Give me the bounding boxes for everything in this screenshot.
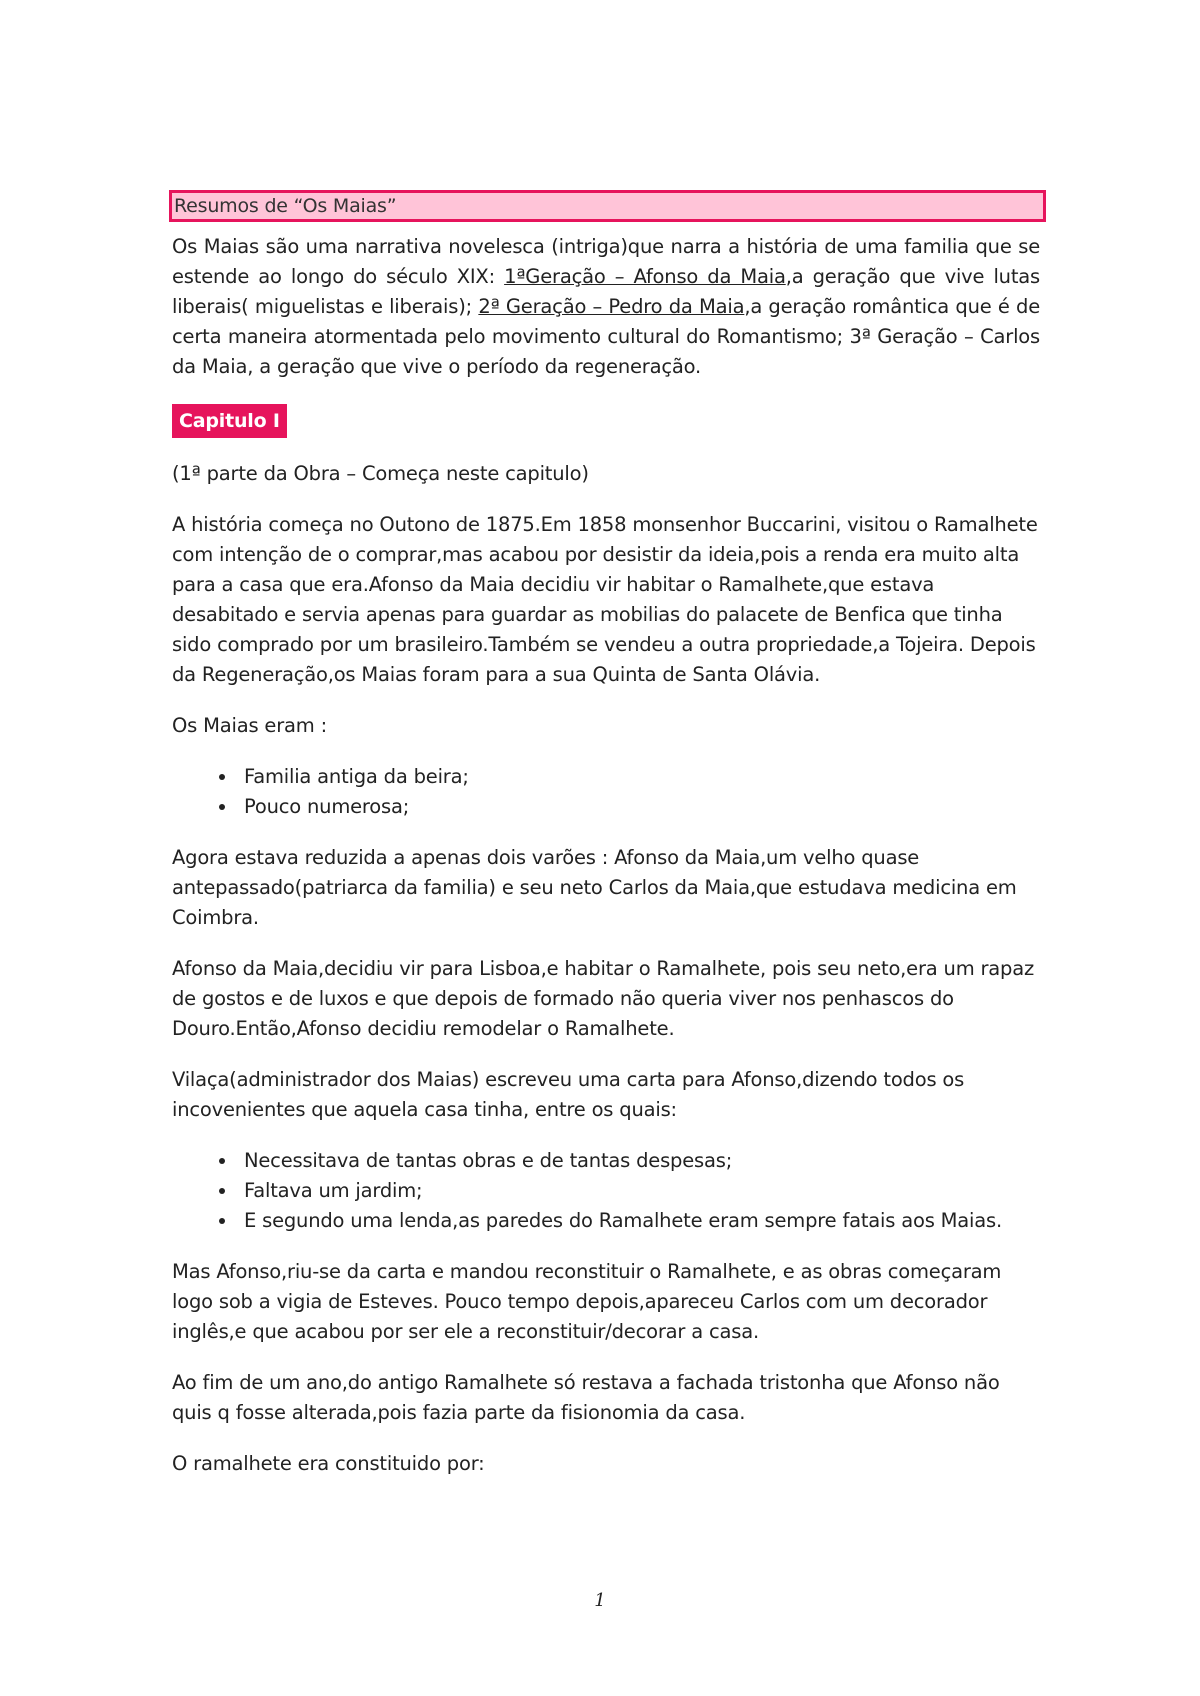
intro-text-3: ,a geração romântica que é de certa maneira atormentada pelo movimento cultural do Romantismo; 3ª Geração – Carlos da Maia, a geração que vive o período da regeneração. [172, 295, 1040, 378]
paragraph: Ao fim de um ano,do antigo Ramalhete só restava a fachada tristonha que Afonso não quis q fosse alterada,pois fazia parte da fisionomia da casa. [172, 1371, 1000, 1424]
paragraph: Afonso da Maia,decidiu vir para Lisboa,e habitar o Ramalhete, pois seu neto,era um rapaz de gostos e de luxos e que depois de formado não queria viver nos penhascos do Douro.Então,Afonso decidiu remodelar o Ramalhete. [172, 957, 1035, 1040]
page-number: 1 [594, 1590, 606, 1611]
paragraph: O ramalhete era constituido por: [172, 1452, 485, 1475]
list-item: Pouco numerosa; [172, 792, 1040, 822]
chapter-heading: Capitulo I [172, 404, 287, 438]
paragraph: (1ª parte da Obra – Começa neste capitulo) [172, 462, 589, 485]
paragraph: Os Maias eram : [172, 714, 327, 737]
list-item: E segundo uma lenda,as paredes do Ramalhete eram sempre fatais aos Maias. [172, 1206, 1040, 1236]
paragraph: Mas Afonso,riu-se da carta e mandou reconstituir o Ramalhete, e as obras começaram logo sob a vigia de Esteves. Pouco tempo depois,apareceu Carlos com um decorador inglês,e que acabou por ser ele a reconstituir/decorar a casa. [172, 1260, 1002, 1343]
intro-text-1: Os Maias são uma narrativa novelesca (intriga)que narra a história de uma familia que se estende ao longo do século XIX: [172, 235, 1040, 288]
list-item: Necessitava de tantas obras e de tantas despesas; [172, 1146, 1040, 1176]
generation-1-link: 1ªGeração – Afonso da Maia [504, 265, 786, 288]
document-body [172, 190, 1040, 1479]
intro-text-2: ,a geração que vive lutas liberais( miguelistas e liberais); [172, 265, 1040, 318]
paragraph: Agora estava reduzida a apenas dois varões : Afonso da Maia,um velho quase antepassado(patriarca da familia) e seu neto Carlos da Maia,que estudava medicina em Coimbra. [172, 846, 1017, 929]
bullet-list [172, 1146, 1040, 1236]
paragraph: Vilaça(administrador dos Maias) escreveu uma carta para Afonso,dizendo todos os incovenientes que aquela casa tinha, entre os quais: [172, 1068, 965, 1121]
list-item: Familia antiga da beira; [172, 762, 1040, 792]
bullet-list [172, 762, 1040, 822]
list-item: Faltava um jardim; [172, 1176, 1040, 1206]
document-title: Resumos de “Os Maias” [169, 190, 1046, 222]
generation-2-link: 2ª Geração – Pedro da Maia [478, 295, 745, 318]
paragraph: A história começa no Outono de 1875.Em 1858 monsenhor Buccarini, visitou o Ramalhete com intenção de o comprar,mas acabou por desistir da ideia,pois a renda era muito alta para a casa que era.Afonso da Maia decidiu vir habitar o Ramalhete,que estava desabitado e servia apenas para guardar as mobilias do palacete de Benfica que tinha sido comprado por um brasileiro.Também se vendeu a outra propriedade,a Tojeira. Depois da Regeneração,os Maias foram para a sua Quinta de Santa Olávia. [172, 513, 1038, 686]
intro-paragraph [172, 232, 1040, 382]
